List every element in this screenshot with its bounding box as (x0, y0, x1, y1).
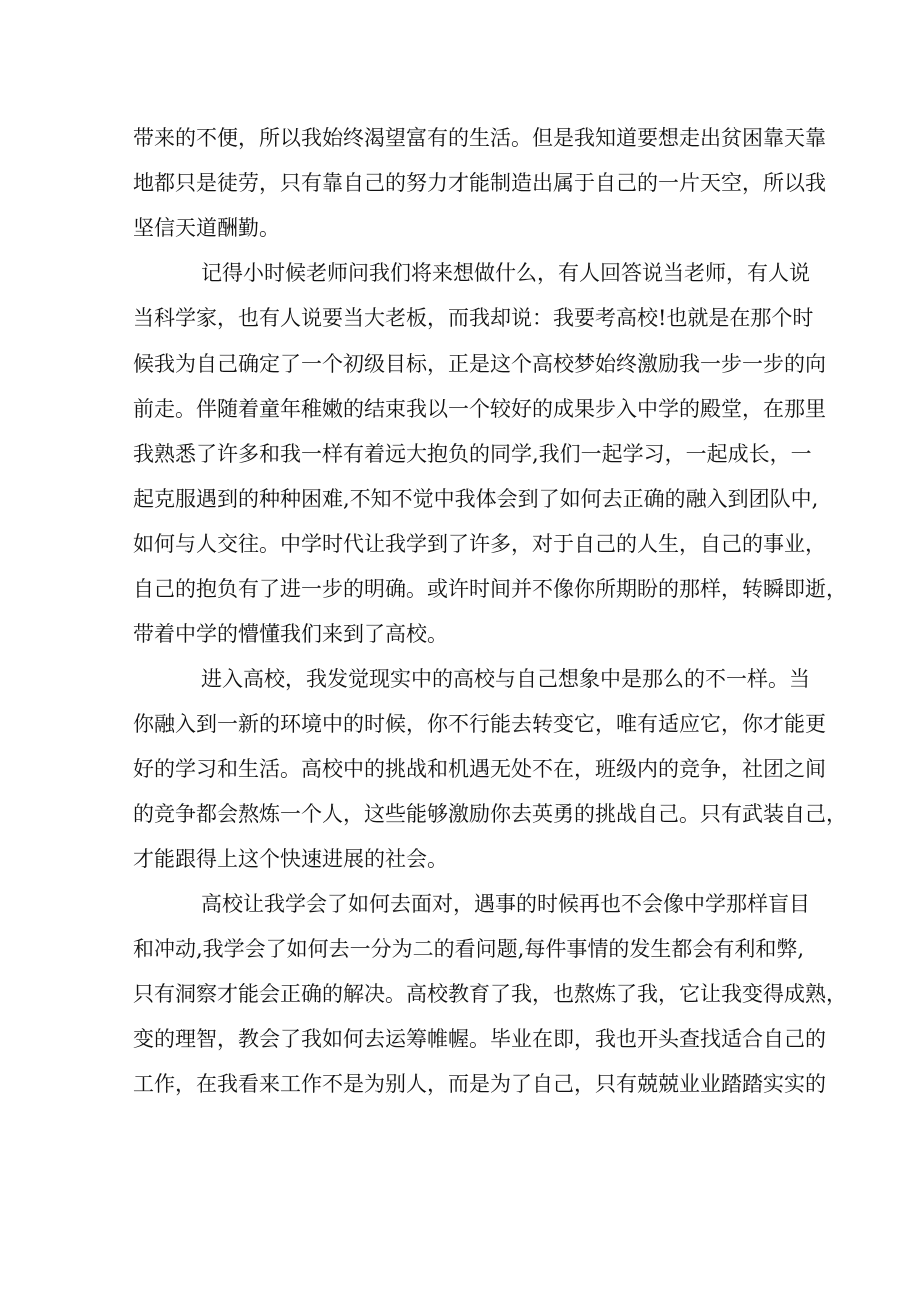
text-line: 起克服遇到的种种困难,不知不觉中我体会到了如何去正确的融入到团队中, (133, 487, 819, 511)
text-line: 带着中学的懵懂我们来到了高校。 (133, 622, 448, 646)
text-line: 变的理智，教会了我如何去运筹帷幄。毕业在即，我也开头查找适合自己的 (133, 1027, 826, 1051)
text-line: 才能跟得上这个快速进展的社会。 (133, 847, 448, 871)
text-line: 自己的抱负有了进一步的明确。或许时间并不像你所期盼的那样，转瞬即逝， (133, 577, 847, 601)
paragraph-first-line: 进入高校，我发觉现实中的高校与自己想象中是那么的不一样。当 (201, 667, 810, 691)
text-line: 好的学习和生活。高校中的挑战和机遇无处不在，班级内的竞争，社团之间 (133, 757, 826, 781)
paragraph-first-line: 高校让我学会了如何去面对，遇事的时候再也不会像中学那样盲目 (201, 892, 810, 916)
text-line: 当科学家，也有人说要当大老板，而我却说：我要考高校!也就是在那个时 (133, 306, 814, 330)
text-line: 工作，在我看来工作不是为别人，而是为了自己，只有兢兢业业踏踏实实的 (133, 1072, 826, 1096)
text-line: 和冲动,我学会了如何去一分为二的看问题,每件事情的发生都会有利和弊, (133, 937, 805, 961)
text-line: 你融入到一新的环境中的时候，你不行能去转变它，唯有适应它，你才能更 (133, 712, 826, 736)
text-line: 地都只是徒劳，只有靠自己的努力才能制造出属于自己的一片天空，所以我 (133, 171, 826, 195)
text-line: 我熟悉了许多和我一样有着远大抱负的同学,我们一起学习，一起成长，一 (133, 442, 812, 466)
paragraph-first-line: 记得小时候老师问我们将来想做什么，有人回答说当老师，有人说 (201, 261, 810, 285)
text-line: 的竞争都会熬炼一个人，这些能够激励你去英勇的挑战自己。只有武装自己， (133, 802, 847, 826)
text-line: 带来的不便，所以我始终渴望富有的生活。但是我知道要想走出贫困靠天靠 (133, 126, 826, 150)
text-line: 如何与人交往。中学时代让我学到了许多，对于自己的人生，自己的事业， (133, 532, 826, 556)
text-line: 前走。伴随着童年稚嫩的结束我以一个较好的成果步入中学的殿堂，在那里 (133, 397, 826, 421)
text-line: 只有洞察才能会正确的解决。高校教育了我，也熬炼了我，它让我变得成熟， (133, 982, 847, 1006)
text-line: 候我为自己确定了一个初级目标，正是这个高校梦始终激励我一步一步的向 (133, 352, 826, 376)
text-line: 坚信天道酬勤。 (133, 216, 280, 240)
